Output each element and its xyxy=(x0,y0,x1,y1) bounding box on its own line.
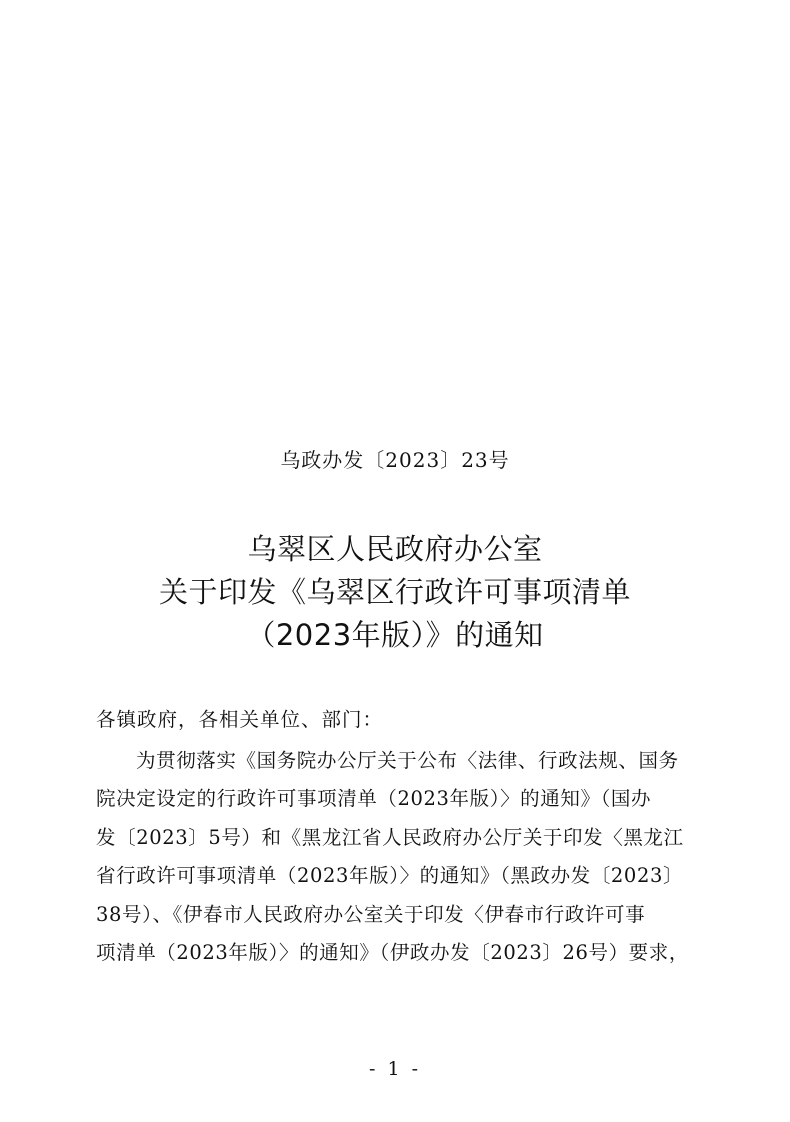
title-line-2: 关于印发《乌翠区行政许可事项清单 xyxy=(158,575,631,609)
body-line-6: 项清单（2023年版）〉的通知》（伊政办发〔2023〕26号）要求， xyxy=(96,941,689,965)
body-line-3: 发〔2023〕5号）和《黑龙江省人民政府办公厅关于印发〈黑龙江 xyxy=(96,825,684,849)
document-number: 乌政办发〔2023〕23号 xyxy=(280,448,510,472)
page-number: - 1 - xyxy=(368,1058,421,1080)
body-line-5: 38号）、《伊春市人民政府办公室关于印发〈伊春市行政许可事 xyxy=(96,902,646,926)
document-title xyxy=(0,528,790,657)
salutation: 各镇政府，各相关单位、部门： xyxy=(96,708,384,731)
body-line-2: 院决定设定的行政许可事项清单（2023年版）〉的通知》（国办 xyxy=(96,787,652,811)
title-line-1: 乌翠区人民政府办公室 xyxy=(247,532,543,566)
body-paragraph xyxy=(96,742,706,972)
body-line-1: 为贯彻落实《国务院办公厅关于公布〈法律、行政法规、国务 xyxy=(136,749,679,772)
title-line-3: （2023年版）》的通知 xyxy=(246,618,544,652)
body-line-4: 省行政许可事项清单（2023年版）〉的通知》（黑政办发〔2023〕 xyxy=(96,864,684,888)
